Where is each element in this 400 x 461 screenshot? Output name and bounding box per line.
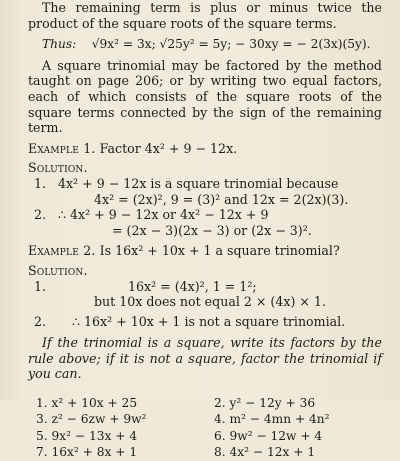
exercise-item: 7. 16x² + 8x + 1 [36, 445, 138, 460]
step-text: ∴ 16x² + 10x + 1 is not a square trinomial. [72, 313, 346, 329]
example2-solution-label: Solution. [28, 262, 88, 278]
step-number: 1. [34, 278, 47, 294]
example2-label: Example 2. [28, 243, 96, 259]
step-number: 2. [34, 313, 47, 329]
thus-text: √9x² = 3x; √25y² = 5y; − 30xy = − 2(3x)(5y). [91, 37, 371, 52]
step-number: 1. [34, 175, 47, 191]
step-text: 4x² + 9 − 12x is a square trinomial because [58, 175, 339, 191]
exercise-item: 2. y² − 12y + 36 [214, 395, 316, 410]
example1-step2-continuation: = (2x − 3)(2x − 3) or (2x − 3)². [112, 222, 312, 238]
example1-step2 [28, 207, 382, 223]
thus-example-line [42, 37, 382, 53]
exercise-list [28, 395, 382, 460]
example2-heading [28, 243, 382, 259]
example1-step1 [28, 176, 382, 192]
exercise-item: 8. 4x² − 12x + 1 [214, 445, 316, 460]
exercise-item: 5. 9x² − 13x + 4 [36, 428, 138, 443]
example1-prompt: Factor 4x² + 9 − 12x. [99, 140, 238, 156]
exercise-item: 1. x² + 10x + 25 [36, 395, 138, 410]
exercise-item: 3. z² − 6zw + 9w² [36, 412, 147, 427]
method-paragraph: A square trinomial may be factored by the method taught on page 206; or by writing two equal factors, each of which consists of the square roots of the square terms connected by the sign of the remaining term. [28, 57, 382, 136]
step-text: 16x² = (4x)², 1 = 1²; [128, 278, 257, 294]
exercise-item: 4. m² − 4mn + 4n² [214, 412, 330, 427]
thus-label: Thus: [42, 37, 77, 52]
intro-rule: The remaining term is plus or minus twice the product of the square roots of the square terms. [28, 0, 382, 31]
exercise-instructions: If the trinomial is a square, write its factors by the rule above; if it is not a square, factor the trinomial if you can. [28, 335, 382, 382]
example2-step1 [28, 279, 382, 295]
example1-heading [28, 141, 382, 157]
example1-label: Example 1. [28, 140, 96, 156]
step-text: ∴ 4x² + 9 − 12x or 4x² − 12x + 9 [58, 207, 269, 223]
example1-solution-label: Solution. [28, 160, 88, 176]
example2-step2 [28, 314, 382, 330]
exercise-item: 6. 9w² − 12w + 4 [214, 428, 323, 443]
example2-prompt: Is 16x² + 10x + 1 a square trinomial? [99, 243, 340, 259]
example1-step1-continuation: 4x² = (2x)², 9 = (3)² and 12x = 2(2x)(3). [94, 191, 349, 207]
example2-step1-continuation: but 10x does not equal 2 × (4x) × 1. [94, 294, 326, 310]
step-number: 2. [34, 207, 47, 223]
